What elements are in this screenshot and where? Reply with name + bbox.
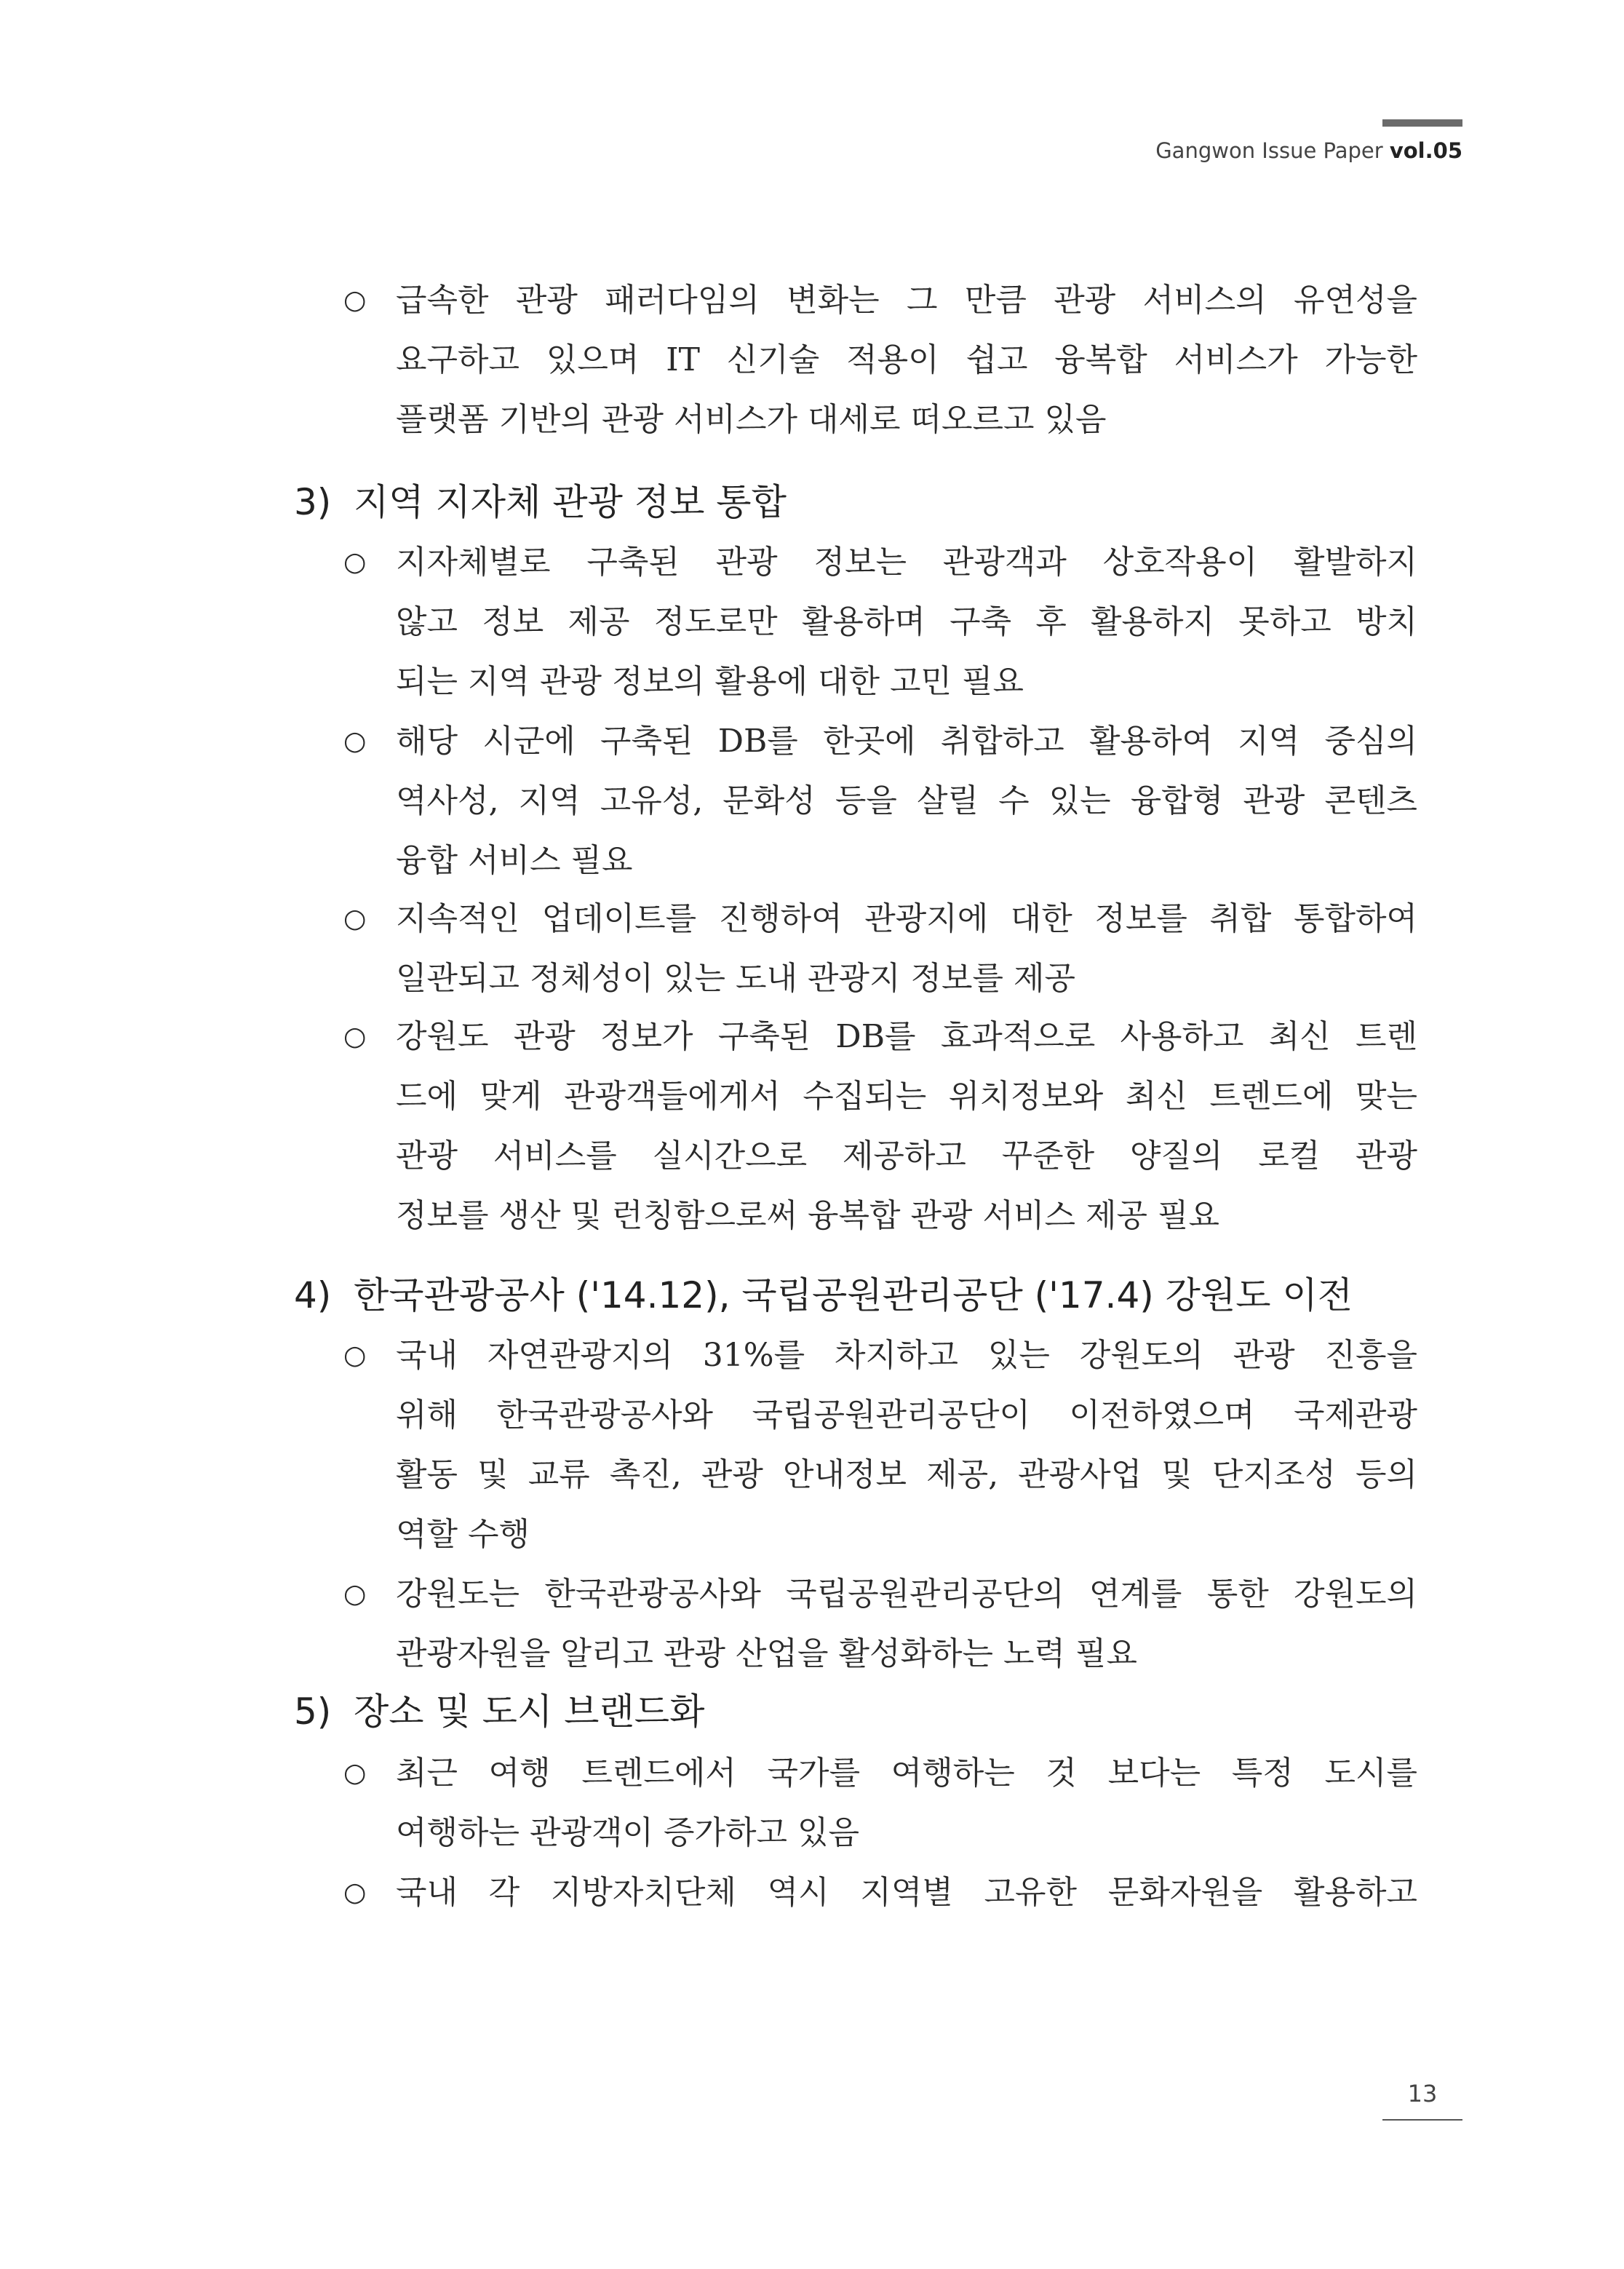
bullet-text-line: 역사성, 지역 고유성, 문화성 등을 살릴 수 있는 융합형 관광 콘텐츠 xyxy=(396,782,1418,819)
bullet-text-line: 요구하고 있으며 IT 신기술 적용이 쉽고 융복합 서비스가 가능한 xyxy=(396,341,1417,378)
bullet-text-line: 일관되고 정체성이 있는 도내 관광지 정보를 제공 xyxy=(396,960,1075,997)
bullet-text-line: 해당 시군에 구축된 DB를 한곳에 취합하고 활용하여 지역 중심의 xyxy=(396,723,1417,760)
bullet-text-line: 드에 맞게 관광객들에게서 수집되는 위치정보와 최신 트렌드에 맞는 xyxy=(396,1078,1417,1115)
bullet-text-line: 융합 서비스 필요 xyxy=(396,842,633,879)
bullet-item xyxy=(343,1863,1419,1923)
bullet-text-line: 플랫폼 기반의 관광 서비스가 대세로 떠오르고 있음 xyxy=(396,401,1107,438)
bullet-text-line: 국내 각 지방자치단체 역시 지역별 고유한 문화자원을 활용하고 xyxy=(396,1874,1417,1911)
bullet-text-line: 급속한 관광 패러다임의 변화는 그 만큼 관광 서비스의 유연성을 xyxy=(396,282,1417,319)
section-heading xyxy=(294,1266,1353,1324)
bullet-circle-icon: ○ xyxy=(343,285,367,315)
bullet-text-line: 관광자원을 알리고 관광 산업을 활성화하는 노력 필요 xyxy=(396,1635,1138,1672)
volume-label: vol.05 xyxy=(1389,138,1462,163)
section-number: 3) xyxy=(294,481,332,523)
section-title: 장소 및 도시 브랜드화 xyxy=(354,1690,705,1733)
bullet-text-line: 정보를 생산 및 런칭함으로써 융복합 관광 서비스 제공 필요 xyxy=(396,1197,1219,1234)
bullet-circle-icon: ○ xyxy=(343,1877,367,1907)
bullet-text-line: 지속적인 업데이트를 진행하여 관광지에 대한 정보를 취합 통합하여 xyxy=(396,900,1417,937)
bullet-text-line: 강원도는 한국관광공사와 국립공원관리공단의 연계를 통한 강원도의 xyxy=(396,1575,1417,1613)
bullet-circle-icon: ○ xyxy=(343,1022,367,1052)
section-heading xyxy=(294,1682,704,1741)
bullet-text-line: 여행하는 관광객이 증가하고 있음 xyxy=(396,1814,860,1851)
bullet-text-line: 강원도 관광 정보가 구축된 DB를 효과적으로 사용하고 최신 트렌 xyxy=(396,1018,1417,1055)
bullet-text-line: 최근 여행 트렌드에서 국가를 여행하는 것 보다는 특정 도시를 xyxy=(396,1755,1417,1792)
section-title: 지역 지자체 관광 정보 통합 xyxy=(354,481,787,523)
bullet-item xyxy=(343,1744,1419,1863)
bullet-text-line: 활동 및 교류 촉진, 관광 안내정보 제공, 관광사업 및 단지조성 등의 xyxy=(396,1456,1417,1493)
bullet-item xyxy=(343,533,1419,712)
bullet-text-line: 위해 한국관광공사와 국립공원관리공단이 이전하였으며 국제관광 xyxy=(396,1396,1417,1434)
header-accent-bar xyxy=(1382,119,1462,127)
bullet-item xyxy=(343,1007,1419,1246)
page-number-underline xyxy=(1382,2119,1462,2121)
section-number: 5) xyxy=(294,1690,332,1733)
bullet-text-line: 관광 서비스를 실시간으로 제공하고 꾸준한 양질의 로컬 관광 xyxy=(396,1137,1417,1175)
publication-title: Gangwon Issue Paper xyxy=(1155,138,1383,163)
bullet-item xyxy=(343,271,1419,450)
bullet-circle-icon: ○ xyxy=(343,1758,367,1788)
bullet-circle-icon: ○ xyxy=(343,904,367,934)
bullet-circle-icon: ○ xyxy=(343,547,367,577)
bullet-item xyxy=(343,712,1419,891)
bullet-item xyxy=(343,889,1419,1009)
section-number: 4) xyxy=(294,1274,332,1316)
page-number: 13 xyxy=(1407,2080,1438,2107)
bullet-circle-icon: ○ xyxy=(343,1579,367,1609)
bullet-circle-icon: ○ xyxy=(343,1340,367,1370)
bullet-text-line: 지자체별로 구축된 관광 정보는 관광객과 상호작용이 활발하지 xyxy=(396,544,1417,581)
section-title: 한국관광공사 ('14.12), 국립공원관리공단 ('17.4) 강원도 이전 xyxy=(354,1274,1353,1316)
bullet-text-line: 되는 지역 관광 정보의 활용에 대한 고민 필요 xyxy=(396,663,1024,700)
bullet-text-line: 국내 자연관광지의 31%를 차지하고 있는 강원도의 관광 진흥을 xyxy=(396,1337,1417,1374)
bullet-text-line: 않고 정보 제공 정도로만 활용하며 구축 후 활용하지 못하고 방치 xyxy=(396,603,1417,640)
bullet-item xyxy=(343,1565,1419,1684)
section-heading xyxy=(294,473,787,531)
bullet-text-line: 역할 수행 xyxy=(396,1516,530,1553)
bullet-item xyxy=(343,1326,1419,1565)
running-header xyxy=(1155,138,1462,163)
bullet-circle-icon: ○ xyxy=(343,726,367,756)
